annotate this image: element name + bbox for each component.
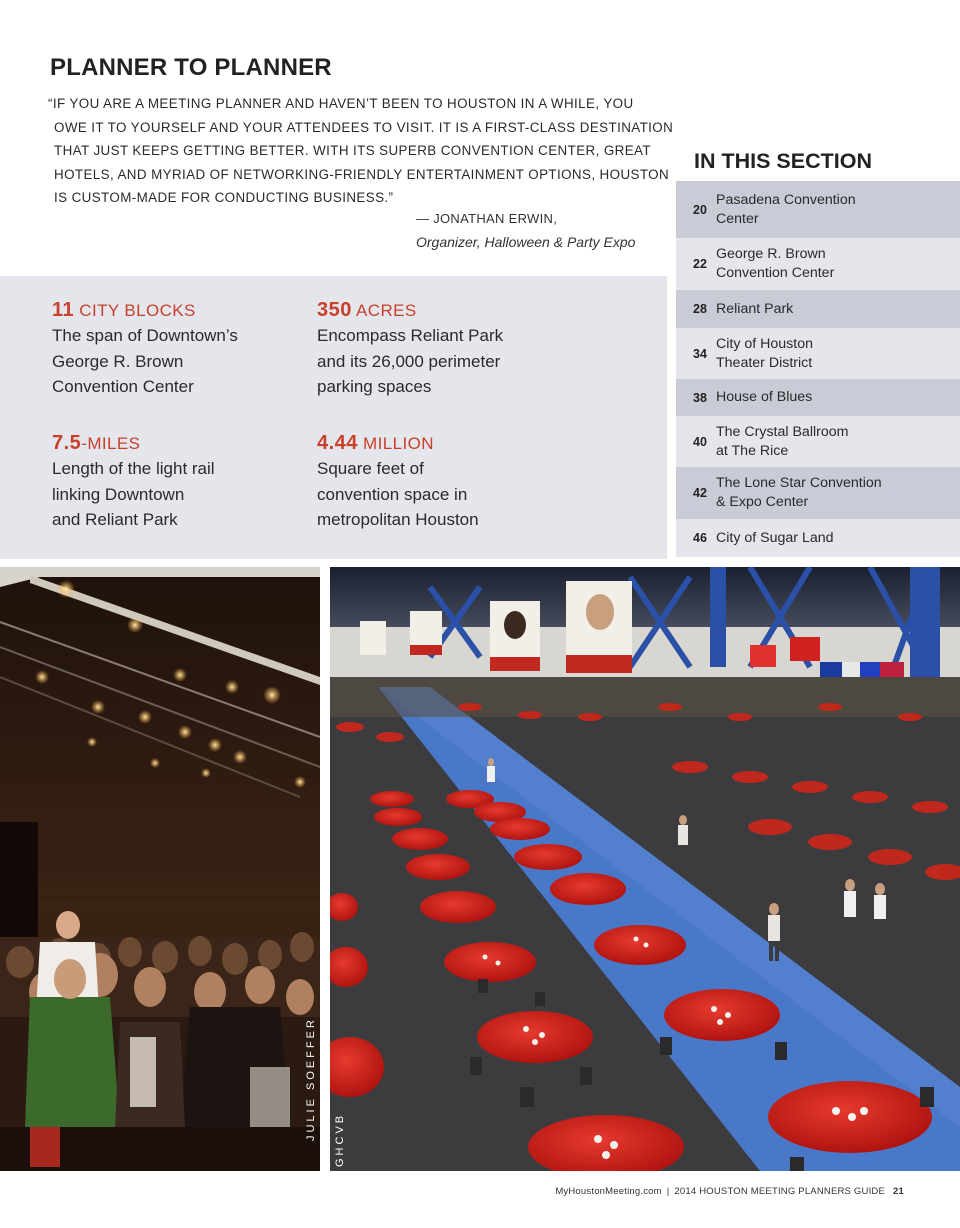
page-title: PLANNER TO PLANNER <box>50 54 332 81</box>
section-page-number: 22 <box>693 257 707 271</box>
convention-hall-illustration <box>330 567 960 1171</box>
stat-city-blocks <box>52 298 312 400</box>
section-item[interactable] <box>676 181 960 238</box>
stat-description <box>317 456 577 533</box>
page-number: 21 <box>893 1186 904 1197</box>
footer-guide-title: 2014 HOUSTON MEETING PLANNERS GUIDE <box>674 1186 886 1197</box>
quote-line: IS CUSTOM-MADE FOR CONDUCTING BUSINESS.” <box>54 190 394 205</box>
stat-heading <box>317 298 577 323</box>
banquet-photo <box>0 567 320 1171</box>
stat-unit: ACRES <box>351 301 417 320</box>
page-footer <box>555 1186 904 1197</box>
stats-panel <box>0 276 667 559</box>
section-item-line: Center <box>716 210 759 227</box>
section-item-line: Theater District <box>716 354 813 371</box>
section-item[interactable] <box>676 416 960 467</box>
stat-line: and Reliant Park <box>52 510 178 529</box>
stat-heading <box>317 431 577 456</box>
footer-separator: | <box>666 1186 670 1197</box>
section-item-line: & Expo Center <box>716 494 809 510</box>
section-item-label <box>716 300 793 319</box>
stat-number: 350 <box>317 299 352 321</box>
stat-line: The span of Downtown’s <box>52 326 238 345</box>
stat-line: parking spaces <box>317 377 432 396</box>
section-item-line: City of Houston <box>716 335 813 352</box>
section-item[interactable] <box>676 238 960 290</box>
section-item-label <box>716 191 856 229</box>
quote-line: HOTELS, AND MYRIAD OF NETWORKING-FRIENDLY ENTERTAINMENT OPTIONS, HOUSTON <box>54 166 670 182</box>
stat-unit: -MILES <box>81 434 141 453</box>
stat-unit: MILLION <box>357 434 434 453</box>
stat-heading <box>52 431 312 456</box>
section-item-label <box>716 245 834 283</box>
section-title: IN THIS SECTION <box>694 149 872 173</box>
section-page-number: 40 <box>693 434 707 449</box>
section-item-label <box>716 474 882 512</box>
section-item-line: The Crystal Ballroom <box>716 423 849 440</box>
footer-site-link[interactable]: MyHoustonMeeting.com <box>555 1186 662 1197</box>
stat-heading <box>52 298 312 323</box>
stat-line: linking Downtown <box>52 484 185 504</box>
section-item[interactable] <box>676 328 960 379</box>
section-item-line: Pasadena Convention <box>716 191 856 208</box>
section-item-label <box>716 423 848 461</box>
stat-unit: CITY BLOCKS <box>74 301 196 320</box>
quote-line: OWE IT TO YOURSELF AND YOUR ATTENDEES TO VISIT. IT IS A FIRST-CLASS DESTINATION <box>54 119 674 135</box>
stat-line: Convention Center <box>52 377 194 396</box>
section-item-line: Convention Center <box>716 265 835 281</box>
section-item-label <box>716 529 834 548</box>
section-item-line: George R. Brown <box>716 246 826 262</box>
stat-number: 7.5 <box>52 432 82 454</box>
stat-line: Square feet of <box>317 459 424 478</box>
quote-attribution-org: Organizer, Halloween & Party Expo <box>416 234 636 250</box>
stat-number: 11 <box>52 299 75 321</box>
stat-line: metropolitan Houston <box>317 510 479 529</box>
quote-line: “IF YOU ARE A MEETING PLANNER AND HAVEN’T BEEN TO HOUSTON IN A WHILE, YOU <box>48 96 634 111</box>
photo-credit: GHCVB <box>334 1112 346 1167</box>
convention-hall-photo <box>330 567 960 1171</box>
section-page-number: 20 <box>693 202 707 217</box>
section-item-line: The Lone Star Convention <box>716 475 882 491</box>
section-item-line: City of Sugar Land <box>716 529 834 546</box>
banquet-illustration <box>0 567 320 1171</box>
section-page-number: 34 <box>693 346 707 361</box>
stat-line: Length of the light rail <box>52 459 215 478</box>
quote-attribution-name: — JONATHAN ERWIN, <box>416 211 558 226</box>
stat-line: Encompass Reliant Park <box>317 326 504 345</box>
stat-acres <box>317 298 577 400</box>
section-item[interactable] <box>676 467 960 519</box>
section-page-number: 42 <box>693 486 707 500</box>
stat-line: George R. Brown <box>52 351 184 371</box>
quote-line: THAT JUST KEEPS GETTING BETTER. WITH ITS SUPERB CONVENTION CENTER, GREAT <box>54 143 651 158</box>
section-item-line: at The Rice <box>716 442 789 459</box>
section-list <box>676 181 960 557</box>
section-page-number: 38 <box>693 390 707 405</box>
section-item[interactable] <box>676 519 960 557</box>
stat-line: convention space in <box>317 484 468 504</box>
section-item-line: House of Blues <box>716 389 813 405</box>
stat-description <box>52 456 312 533</box>
section-item[interactable] <box>676 290 960 328</box>
stat-million <box>317 431 577 533</box>
stat-line: and its 26,000 perimeter <box>317 351 501 371</box>
section-page-number: 28 <box>693 302 707 316</box>
section-page-number: 46 <box>693 531 707 545</box>
stat-miles <box>52 431 312 533</box>
section-item-label <box>716 335 813 373</box>
stat-description <box>317 323 577 400</box>
photo-credit: JULIE SOEFFER <box>305 1017 317 1141</box>
section-item[interactable] <box>676 379 960 416</box>
section-item-line: Reliant Park <box>716 300 794 317</box>
stat-number: 4.44 <box>317 432 358 454</box>
section-item-label <box>716 388 812 407</box>
stat-description <box>52 323 312 400</box>
pull-quote <box>48 92 674 210</box>
